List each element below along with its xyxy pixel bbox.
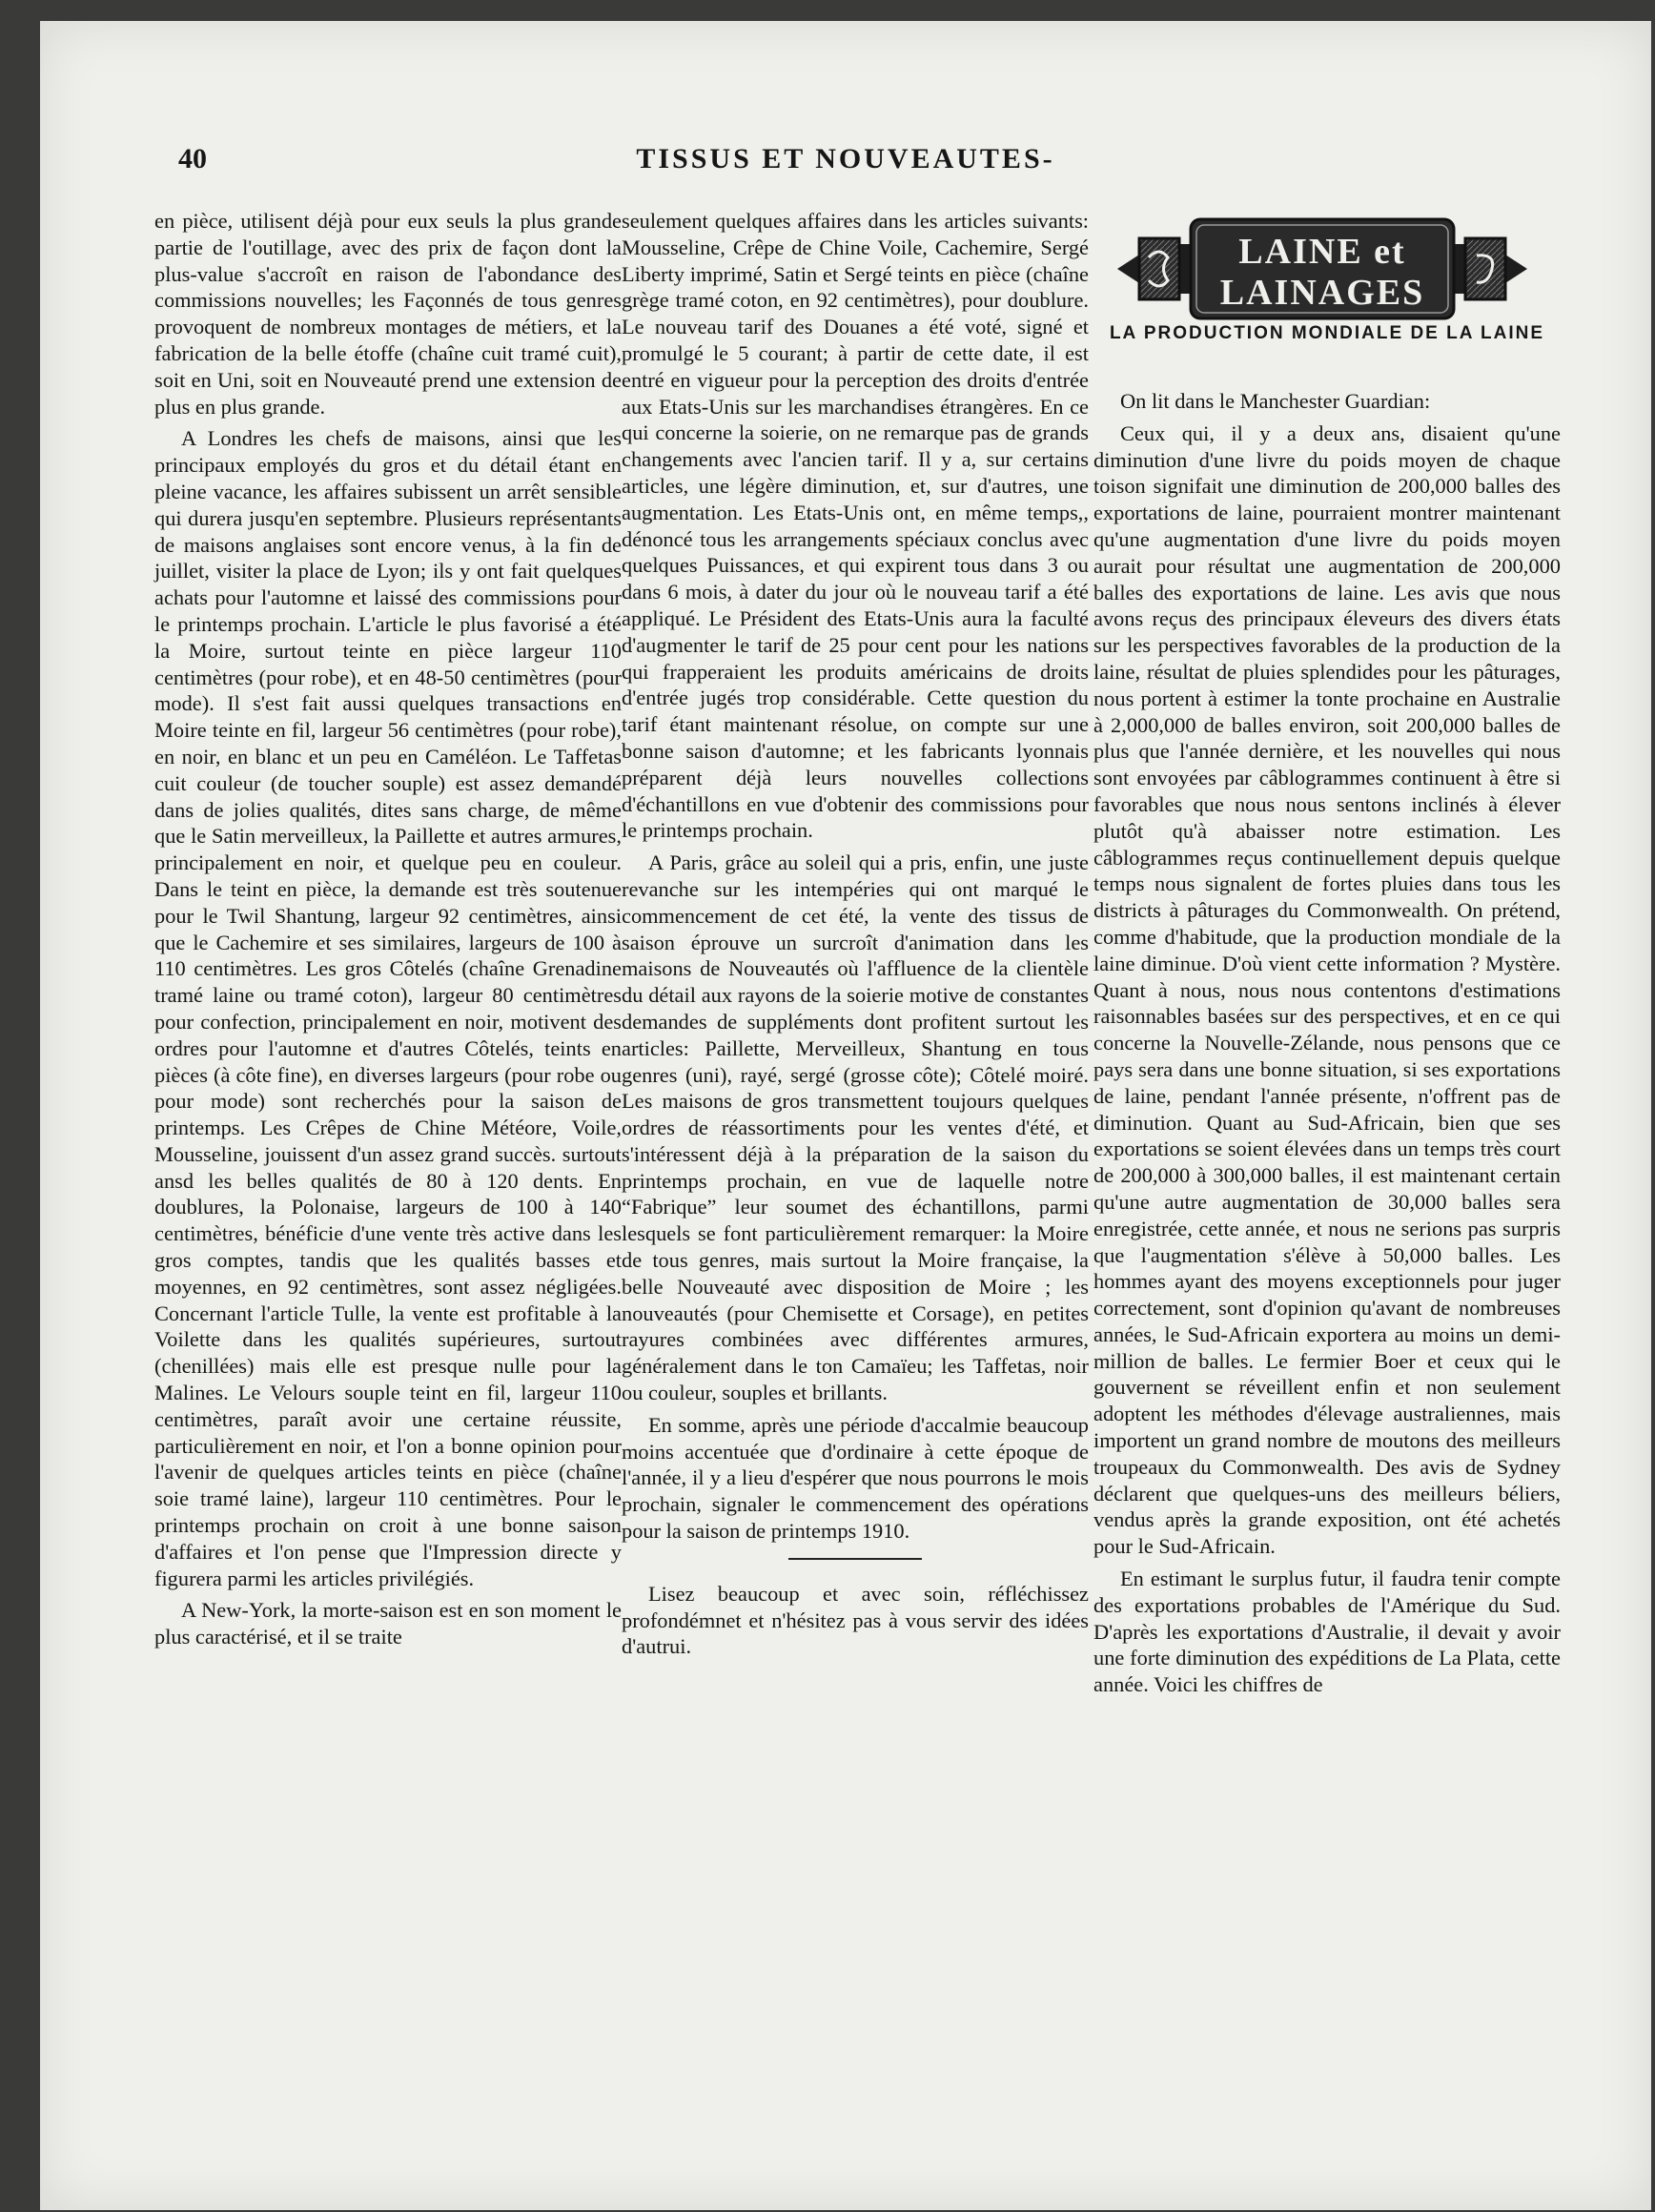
page xyxy=(40,21,1651,2210)
banner-line1: LAINE et xyxy=(1238,232,1406,272)
paragraph: Ceux qui, il y a deux ans, disaient qu'une diminution d'une livre du poids moyen de chaque toison signifait une diminution de 200,000 balles des exportations de laine, pourraient montrer maintenant qu'une augmentation d'une livre du poids moyen aurait pour résultat une augmentation de 200,000 balles des exportations de laine. Les avis que nous avons reçus des principaux éleveurs des divers états sur les perspectives favorables de la production de la laine, résultat de pluies splendides pour les pâturages, nous portent à estimer la tonte prochaine en Australie à 2,000,000 de balles environ, soit 200,000 balles de plus que l'année dernière, et les nouvelles qui nous sont envoyées par câblogrammes continuent à être si favorables que nous nous sentons inclinés à élever plutôt qu'à abaisser notre estimation. Les câblogrammes reçus continuellement depuis quelque temps nous signalent de fortes pluies dans tous les districts à pâturages du Commonwealth. On prétend, comme d'habitude, que la production mondiale de la laine diminue. D'où vient cette information ? Mystère. Quant à nous, nous nous contentons d'estimations raisonnables basées sur des perspectives, et en ce qui concerne la Nouvelle-Zélande, nous pensons que ce pays sera dans une bonne situation, si ses exportations de laine, pendant l'année présente, n'offrent pas de diminution. Quant au Sud-Africain, bien que ses exportations se soient élevées dans un temps très court de 200,000 à 300,000 balles, il est maintenant certain qu'une autre augmentation de 30,000 balles sera enregistrée, cette année, et nous ne serions pas surpris que l'augmentation s'élève à 50,000 balles. Les hommes ayant des moyens exceptionnels pour juger correctement, sont d'opinion qu'avant de nombreuses années, le Sud-Africain exportera au moins un demi-million de balles. Le fermier Boer et ceux qui le gouvernent se réveillent enfin et non seulement adoptent les méthodes d'élevage australiennes, mais importent un grand nombre de moutons des meilleurs troupeaux du Commonwealth. Des avis de Sydney déclarent que quelques-uns des meilleurs béliers, vendus après la grande exposition, ont été achetés pour le Sud-Africain. xyxy=(1093,420,1561,1559)
banner-line2: LAINAGES xyxy=(1219,273,1425,313)
left-ornament-icon xyxy=(1139,238,1179,299)
article-heading: LA PRODUCTION MONDIALE DE LA LAINE xyxy=(1109,323,1545,343)
text-column-3 xyxy=(1093,388,1561,1704)
paragraph: seulement quelques affaires dans les articles suivants: Mousseline, Crêpe de Chine Voile, Cachemire, Sergé Liberty imprimé, Satin et Sergé teints en pièce (chaîne grège tramé coton, en 92 centimètres), pour doublure. Le nouveau tarif des Douanes a été voté, signé et promulgé le 5 courant; à partir de cette date, il est entré en vigueur pour la perception des droits d'entrée aux Etats-Unis sur les marchandises étrangères. En ce qui concerne la soierie, on ne remarque pas de grands changements avec l'ancien tarif. Il y a, sur certains articles, une légère diminution, et, sur d'autres, une augmentation. Les Etats-Unis ont, en même temps,, dénoncé tous les arrangements spéciaux conclus avec quelques Puissances, et qui expirent tous dans 3 ou dans 6 mois, à dater du jour où le nouveau tarif a été appliqué. Le Président des Etats-Unis aura la faculté d'augmenter le tarif de 25 pour cent pour les nations qui frapperaient les produits américains de droits d'entrée jugés trop considérable. Cette question du tarif étant maintenant résolue, on compte sur une bonne saison d'automne; et les fabricants lyonnais préparent déjà leurs nouvelles collections d'échantillons en vue d'obtenir des commissions pour le printemps prochain. xyxy=(622,209,1089,843)
laine-lainages-banner xyxy=(1113,212,1532,326)
paragraph: En somme, après une période d'accalmie beaucoup moins accentuée que d'ordinaire à cette époque de l'année, il y a lieu d'espérer que nous pourrons le mois prochain, signaler le commencement des opérations pour la saison de printemps 1910. xyxy=(622,1412,1089,1544)
right-ornament-icon xyxy=(1465,238,1505,299)
paragraph: A Paris, grâce au soleil qui a pris, enfin, une juste revanche sur les intempéries qui ont marqué le commencement de cet été, la vente des tissus de saison éprouve un surcroît d'animation dans les maisons de Nouveautés où l'affluence de la clientèle du détail aux rayons de la soierie motive de constantes demandes de suppléments dont profitent surtout les articles: Paillette, Merveilleux, Shantung en tous genres (uni), rayé, sergé (grosse côte); Côtelé moiré. Les maisons de gros transmettent toujours quelques ordres de réassortiments pour les ventes d'été, et s'intéressent déjà à la préparation de la saison du printemps prochain, en vue de laquelle notre “Fabrique” leur soumet des échantillons, parmi lesquels se font particulièrement remarquer: la Moire de tous genres, mais surtout la Moire française, la belle Nouveauté avec disposition de Moire ; les nouveautés (pour Chemisette et Corsage), en petites rayures combinées avec différentes armures, généralement dans le ton Camaïeu; les Taffetas, noir ou couleur, souples et brillants. xyxy=(622,850,1089,1405)
text-column-1 xyxy=(154,208,622,1656)
paragraph: A New-York, la morte-saison est en son moment le plus caractérisé, et il se traite xyxy=(154,1598,622,1649)
paragraph: On lit dans le Manchester Guardian: xyxy=(1120,389,1431,413)
paragraph: en pièce, utilisent déjà pour eux seuls la plus grande partie de l'outillage, avec des prix de façon dont la plus-value s'accroît en raison de l'abondance des commissions nouvelles; les Façonnés de tous genres provoquent de nombreux montages de métiers, et la fabrication de la belle étoffe (chaîne cuit tramé cuit), soit en Uni, soit en Nouveauté prend une extension de plus en plus grande. xyxy=(154,209,622,419)
column-divider-rule xyxy=(788,1558,922,1560)
paragraph: A Londres les chefs de maisons, ainsi que les principaux employés du gros et du détail étant en pleine vacance, les affaires subissent un arrêt sensible qui durera jusqu'en septembre. Plusieurs représentants de maisons anglaises sont encore venus, à la fin de juillet, visiter la place de Lyon; ils y ont fait quelques achats pour l'automne et laissé des commissions pour le printemps prochain. L'article le plus favorisé a été la Moire, surtout teinte en pièce largeur 110 centimètres (pour robe), et en 48-50 centimètres (pour mode). Il s'est fait aussi quelques transactions en Moire teinte en fil, largeur 56 centimètres (pour robe), en noir, en blanc et un peu en Caméléon. Le Taffetas cuit couleur (de toucher souple) est assez demandé dans de jolies qualités, dites sans charge, de même que le Satin merveilleux, la Paillette et autres armures, principalement en noir, et quelque peu en couleur. Dans le teint en pièce, la demande est très soutenue pour le Twil Shantung, largeur 92 centimètres, ainsi que le Cachemire et ses similaires, largeurs de 100 à 110 centimètres. Les gros Côtelés (chaîne Grenadine tramé laine ou tramé coton), largeur 80 centimètres pour confection, principalement en noir, motivent des ordres pour l'automne et d'autres Côtelés, teints en pièces (à côte fine), en diverses largeurs (pour robe ou pour mode) sont recherchés pour la saison de printemps. Les Crêpes de Chine Météore, Voile, Mousseline, jouissent d'un assez grand succès. surtout ansd les belles qualités de 80 à 120 dents. En doublures, la Polonaise, largeurs de 100 à 140 centimètres, bénéficie d'une vente très active dans les gros comptes, tandis que les qualités basses et moyennes, en 92 centimètres, sont assez négligées. Concernant l'article Tulle, la vente est profitable à la Voilette dans les qualités supérieures, surtout (chenillées) mais elle est presque nulle pour la Malines. Le Velours souple teint en fil, largeur 110 centimètres, paraît avoir une certaine réussite, particulièrement en noir, et l'on a bonne opinion pour l'avenir de quelques articles teints en pièce (chaîne soie tramé laine), largeur 110 centimètres. Pour le printemps prochain on croit à une bonne saison d'affaires et l'on pense que l'Impression directe y figurera parmi les articles privilégiés. xyxy=(154,426,622,1590)
running-head: TISSUS ET NOUVEAUTES- xyxy=(636,143,1055,174)
text-column-2 xyxy=(622,208,1089,1666)
page-number: 40 xyxy=(178,143,207,174)
closing-maxim: Lisez beaucoup et avec soin, réfléchissez profondémnet et n'hésitez pas à vous servir des idées d'autrui. xyxy=(622,1581,1089,1659)
paragraph: En estimant le surplus futur, il faudra tenir compte des exportations probables de l'Amérique du Sud. D'après les exportations d'Australie, il devait y avoir une forte diminution des expéditions de La Plata, cette année. Voici les chiffres de xyxy=(1093,1567,1561,1697)
